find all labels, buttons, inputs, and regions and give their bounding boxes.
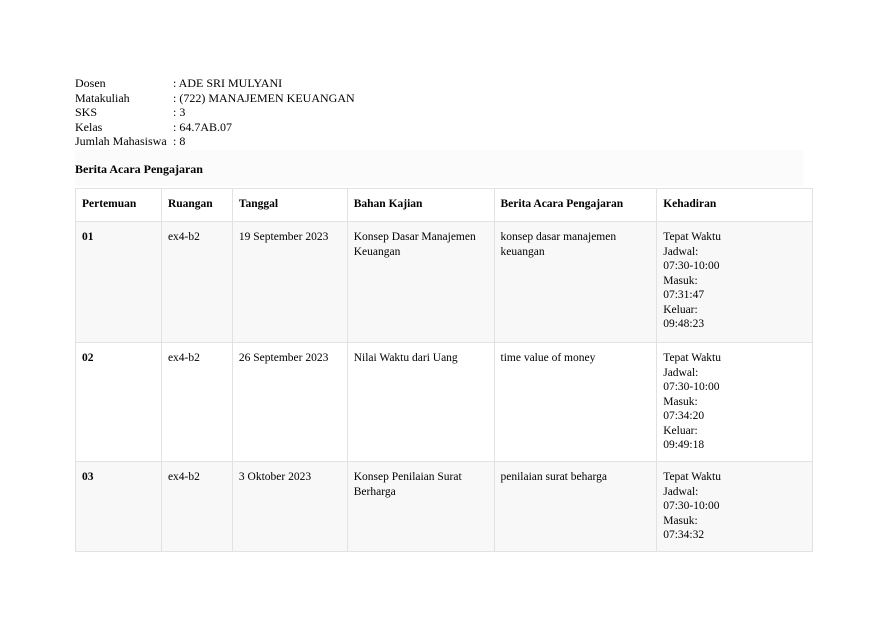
kehadiran-status: Tepat Waktu bbox=[663, 231, 721, 243]
header-bahan-kajian: Bahan Kajian bbox=[347, 189, 494, 222]
kehadiran-jadwal: 07:30-10:00 bbox=[663, 381, 720, 393]
kehadiran-jadwal-label: Jadwal: bbox=[663, 245, 699, 258]
cell-bahan-kajian: Nilai Waktu dari Uang bbox=[347, 343, 494, 462]
header-tanggal: Tanggal bbox=[232, 189, 347, 222]
kehadiran-jadwal-label: Jadwal: bbox=[663, 485, 699, 498]
cell-pertemuan: 01 bbox=[76, 222, 162, 343]
kehadiran-masuk-label: Masuk: bbox=[663, 514, 698, 527]
table-header-row bbox=[76, 189, 813, 222]
info-value: : (722) MANAJEMEN KEUANGAN bbox=[173, 90, 355, 105]
cell-pertemuan: 02 bbox=[76, 343, 162, 462]
info-row-jumlah-mahasiswa bbox=[75, 134, 355, 149]
teaching-record-table bbox=[75, 188, 813, 552]
info-value: : 3 bbox=[173, 105, 186, 119]
table-row bbox=[76, 343, 813, 462]
cell-ruangan: ex4-b2 bbox=[161, 222, 232, 343]
kehadiran-masuk: 07:31:47 bbox=[663, 289, 705, 301]
cell-berita-acara: penilaian surat beharga bbox=[494, 462, 657, 552]
info-value: : 64.7AB.07 bbox=[173, 119, 233, 134]
cell-bahan-kajian: Konsep Dasar Manajemen Keuangan bbox=[347, 222, 494, 343]
cell-tanggal: 3 Oktober 2023 bbox=[232, 462, 347, 552]
cell-tanggal: 26 September 2023 bbox=[232, 343, 347, 462]
info-row-sks bbox=[75, 105, 355, 120]
section-title: Berita Acara Pengajaran bbox=[75, 150, 803, 186]
info-row-matakuliah bbox=[75, 91, 355, 106]
cell-kehadiran bbox=[657, 222, 813, 343]
header-ruangan: Ruangan bbox=[161, 189, 232, 222]
cell-kehadiran bbox=[657, 462, 813, 552]
kehadiran-keluar-label: Keluar: bbox=[663, 303, 698, 316]
cell-berita-acara: time value of money bbox=[494, 343, 657, 462]
kehadiran-status: Tepat Waktu bbox=[663, 471, 721, 483]
cell-berita-acara: konsep dasar manajemen keuangan bbox=[494, 222, 657, 343]
kehadiran-masuk: 07:34:20 bbox=[663, 410, 705, 422]
info-row-dosen bbox=[75, 76, 355, 91]
info-label: Kelas bbox=[75, 119, 103, 134]
kehadiran-masuk-label: Masuk: bbox=[663, 274, 698, 287]
cell-kehadiran bbox=[657, 343, 813, 462]
kehadiran-jadwal: 07:30-10:00 bbox=[663, 500, 720, 512]
table-row bbox=[76, 462, 813, 552]
cell-ruangan: ex4-b2 bbox=[161, 462, 232, 552]
cell-pertemuan: 03 bbox=[76, 462, 162, 552]
info-value: : 8 bbox=[173, 134, 186, 148]
header-berita-acara: Berita Acara Pengajaran bbox=[494, 189, 657, 222]
header-kehadiran: Kehadiran bbox=[657, 189, 813, 222]
kehadiran-jadwal: 07:30-10:00 bbox=[663, 260, 720, 272]
info-value: : ADE SRI MULYANI bbox=[173, 76, 283, 90]
header-pertemuan: Pertemuan bbox=[76, 189, 162, 222]
info-label: Matakuliah bbox=[75, 90, 130, 105]
course-info bbox=[75, 76, 355, 149]
kehadiran-status: Tepat Waktu bbox=[663, 352, 721, 364]
cell-tanggal: 19 September 2023 bbox=[232, 222, 347, 343]
kehadiran-keluar-label: Keluar: bbox=[663, 424, 698, 437]
info-label: Dosen bbox=[75, 76, 106, 90]
cell-bahan-kajian: Konsep Penilaian Surat Berharga bbox=[347, 462, 494, 552]
kehadiran-keluar: 09:48:23 bbox=[663, 318, 705, 330]
kehadiran-keluar: 09:49:18 bbox=[663, 439, 705, 451]
kehadiran-masuk-label: Masuk: bbox=[663, 395, 698, 408]
info-label: Jumlah Mahasiswa bbox=[75, 134, 167, 148]
kehadiran-masuk: 07:34:32 bbox=[663, 529, 705, 541]
info-label: SKS bbox=[75, 105, 98, 119]
kehadiran-jadwal-label: Jadwal: bbox=[663, 366, 699, 379]
table-row bbox=[76, 222, 813, 343]
cell-ruangan: ex4-b2 bbox=[161, 343, 232, 462]
info-row-kelas bbox=[75, 120, 355, 135]
